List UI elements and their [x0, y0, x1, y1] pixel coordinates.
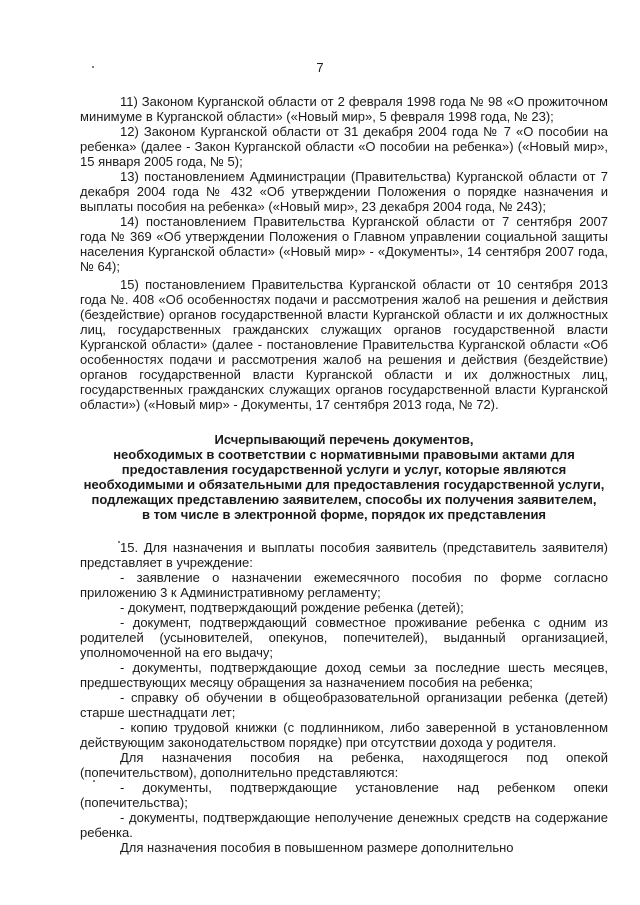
list-item: 13) постановлением Администрации (Правительства) Курганской области от 7 декабря 2004 года № 432 «Об утверждении Положения о порядке назначения и выплаты пособия на ребенка» («Новый мир», 23 декабря 2004 года, № 243); [80, 169, 608, 214]
paragraph: - справку об обучении в общеобразовательной организации ребенка (детей) старше шестнадцати лет; [80, 690, 608, 720]
list-item: 14) постановлением Правительства Курганской области от 7 сентября 2007 года № 369 «Об утверждении Положения о Главном управлении социальной защиты населения Курганской области» («Новый мир» - «Документы», 14 сентября 2007 года, № 64); [80, 214, 608, 274]
paragraph: Для назначения пособия в повышенном размере дополнительно [120, 840, 514, 855]
section-heading [80, 432, 608, 522]
paragraph: - копию трудовой книжки (с подлинником, либо заверенной в установленном действующим законодательством порядке) при отсутствии дохода у родителя. [80, 720, 608, 750]
legal-acts-list [80, 94, 608, 412]
paragraph: - заявление о назначении ежемесячного пособия по форме согласно приложению 3 к Административному регламенту; [80, 570, 608, 600]
list-item: 12) Законом Курганской области от 31 декабря 2004 года № 7 «О пособии на ребенка» (далее - Закон Курганской области «О пособии на ребенка») («Новый мир», 15 января 2005 года, № 5); [80, 124, 608, 169]
paragraph: - документы, подтверждающие доход семьи за последние шесть месяцев, предшествующих месяцу обращения за назначением пособия на ребенка; [80, 660, 608, 690]
page-number: 7 [316, 60, 324, 75]
heading-line: в том числе в электронной форме, порядок их представления [141, 507, 547, 522]
heading-line: предоставления государственной услуги и услуг, которые являются [121, 462, 567, 477]
paragraph: - документы, подтверждающие установление над ребенком опеки (попечительства); [80, 780, 608, 810]
document-body [80, 94, 608, 855]
heading-line: необходимых в соответствии с нормативными правовыми актами для [113, 447, 575, 462]
paragraph: 15. Для назначения и выплаты пособия заявитель (представитель заявителя) представляет в учреждение: [80, 540, 608, 570]
paragraph: - документы, подтверждающие неполучение денежных средств на содержание ребенка. [80, 810, 608, 840]
heading-line: необходимыми и обязательными для предоставления государственной услуги, [83, 477, 605, 492]
heading-line: Исчерпывающий перечень документов, [214, 432, 474, 447]
list-item: 15) постановлением Правительства Курганской области от 10 сентября 2013 года №. 408 «Об особенностях подачи и рассмотрения жалоб на решения и действия (бездействие) органов государственной власти Курганской области и их должностных лиц, государственных гражданских служащих органов государственной власти Курганской области» (далее - постановление Правительства Курганской области «Об особенностях подачи и рассмотрения жалоб на решения и действия (бездействие) органов государственной власти Курганской области и их должностных лиц, государственных гражданских служащих органов государственной власти Курганской области») («Новый мир» - Документы, 17 сентября 2013 года, № 72). [80, 277, 608, 412]
paragraph: - документ, подтверждающий рождение ребенка (детей); [120, 600, 464, 615]
section-body [80, 540, 608, 855]
paragraph: - документ, подтверждающий совместное проживание ребенка с одним из родителей (усыновителей, опекунов, попечителей), выданный организацией, уполномоченной на его выдачу; [80, 615, 608, 660]
list-item: 11) Законом Курганской области от 2 февраля 1998 года № 98 «О прожиточном минимуме в Курганской области» («Новый мир», 5 февраля 1998 года, № 23); [80, 94, 608, 124]
heading-line: подлежащих представлению заявителем, способы их получения заявителем, [91, 492, 597, 507]
paragraph: Для назначения пособия на ребенка, находящегося под опекой (попечительством), дополнительно представляются: [80, 750, 608, 780]
